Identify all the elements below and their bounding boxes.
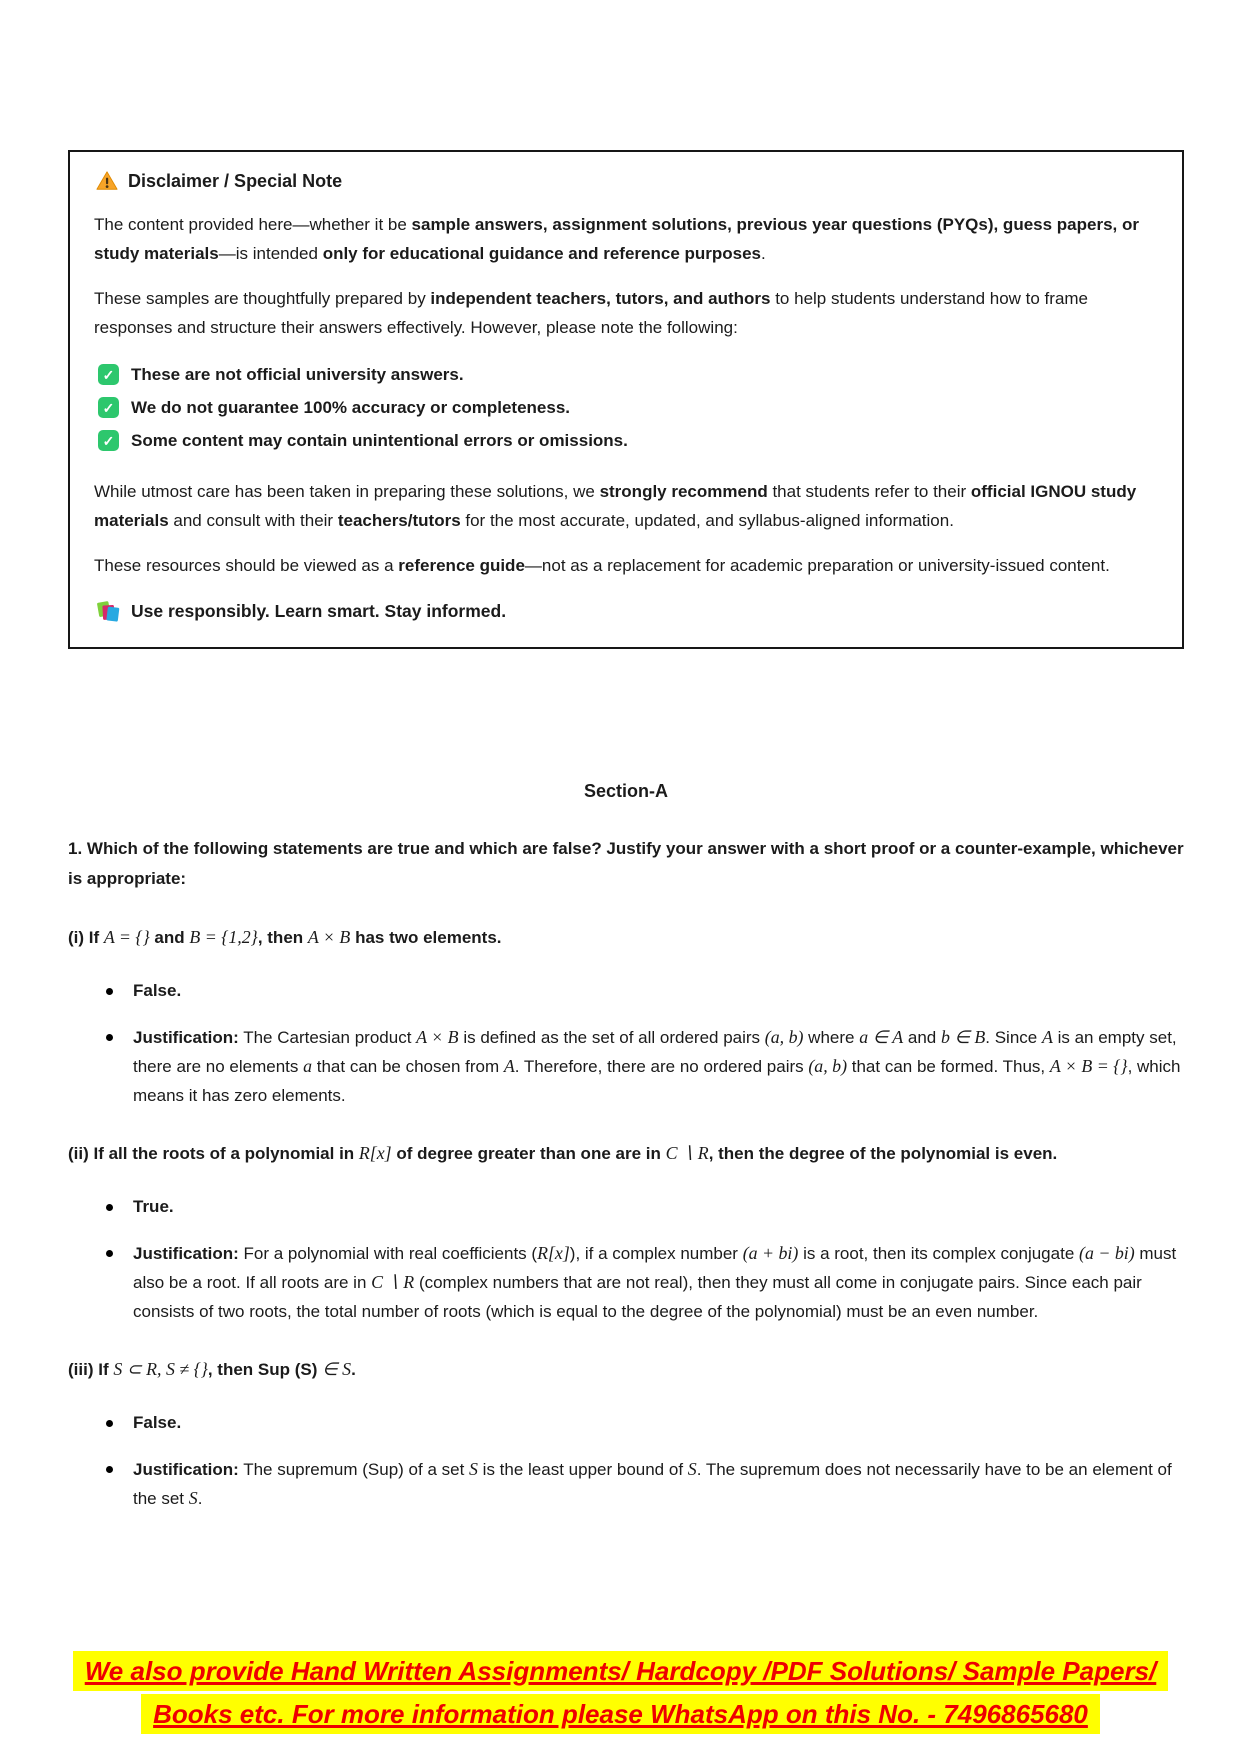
disclaimer-paragraph-1: The content provided here—whether it be sample answers, assignment solutions, previous year questions (PYQs), guess papers, or study materials—is intended only for educational guidance and reference purposes.	[94, 215, 1139, 263]
part-i-verdict: False.	[68, 977, 1184, 1006]
disclaimer-paragraph-2: These samples are thoughtfully prepared by independent teachers, tutors, and authors to help students understand how to frame responses and structure their answers effectively. However, please note the following:	[94, 289, 1089, 337]
question-part-ii-statement: (ii) If all the roots of a polynomial in R[x] of degree greater than one are in C ∖ R, then the degree of the polynomial is even.	[68, 1143, 1058, 1163]
checklist-item	[98, 424, 1158, 457]
question-part-iii-statement: (iii) If S ⊂ R, S ≠ {}, then Sup (S) ∈ S.	[68, 1359, 356, 1379]
disclaimer-box	[68, 150, 1184, 649]
disclaimer-checklist	[98, 358, 1158, 457]
part-ii-verdict: True.	[68, 1193, 1184, 1222]
part-iii-verdict: False.	[68, 1409, 1184, 1438]
promo-line	[0, 1694, 1241, 1734]
question-part-i-statement: (i) If A = {} and B = {1,2}, then A × B has two elements.	[68, 927, 502, 947]
part-i-answers	[68, 977, 1184, 1110]
checklist-label: These are not official university answers.	[131, 365, 464, 384]
part-ii-justification: Justification: For a polynomial with real coefficients (R[x]), if a complex number (a + bi) is a root, then its complex conjugate (a − bi) must also be a root. If all roots are in C ∖ R (complex numbers that are not real), then they must all come in conjugate pairs. Since each pair consists of two roots, the total number of roots (which is equal to the degree of the polynomial) must be an even number.	[68, 1239, 1184, 1327]
promo-line	[0, 1651, 1241, 1691]
checklist-label: Some content may contain unintentional errors or omissions.	[131, 431, 628, 450]
checkmark-icon	[98, 364, 119, 385]
part-iii-justification: Justification: The supremum (Sup) of a set S is the least upper bound of S. The supremum does not necessarily have to be an element of the set S.	[68, 1455, 1184, 1514]
question-1-intro: 1. Which of the following statements are true and which are false? Justify your answer with a short proof or a counter-example, whichever is appropriate:	[68, 839, 1184, 888]
checkmark-icon	[98, 430, 119, 451]
part-ii-answers	[68, 1193, 1184, 1326]
promo-banner	[0, 1648, 1241, 1737]
disclaimer-title-row	[96, 170, 1158, 192]
checklist-item	[98, 358, 1158, 391]
disclaimer-paragraph-3: While utmost care has been taken in preparing these solutions, we strongly recommend that students refer to their official IGNOU study materials and consult with their teachers/tutors for the most accurate, updated, and syllabus-aligned information.	[94, 482, 1137, 530]
section-title: Section-A	[583, 781, 668, 801]
checkmark-icon	[98, 397, 119, 418]
checklist-label: We do not guarantee 100% accuracy or completeness.	[131, 398, 571, 417]
promo-text-line-1: We also provide Hand Written Assignments/ Hardcopy /PDF Solutions/ Sample Papers/	[73, 1651, 1169, 1691]
disclaimer-paragraph-4: These resources should be viewed as a reference guide—not as a replacement for academic preparation or university-issued content.	[94, 556, 1110, 575]
warning-icon	[96, 170, 118, 192]
part-iii-answers	[68, 1409, 1184, 1514]
checklist-item	[98, 391, 1158, 424]
use-responsibly-label: Use responsibly. Learn smart. Stay informed.	[131, 601, 507, 621]
promo-text-line-2: Books etc. For more information please WhatsApp on this No. - 7496865680	[141, 1694, 1100, 1734]
disclaimer-title: Disclaimer / Special Note	[128, 170, 343, 191]
books-icon	[96, 600, 121, 623]
use-responsibly-row	[96, 600, 1158, 623]
part-i-justification: Justification: The Cartesian product A × B is defined as the set of all ordered pairs (a, b) where a ∈ A and b ∈ B. Since A is an empty set, there are no elements a that can be chosen from A. Therefore, there are no ordered pairs (a, b) that can be formed. Thus, A × B = {}, which means it has zero elements.	[68, 1023, 1184, 1111]
